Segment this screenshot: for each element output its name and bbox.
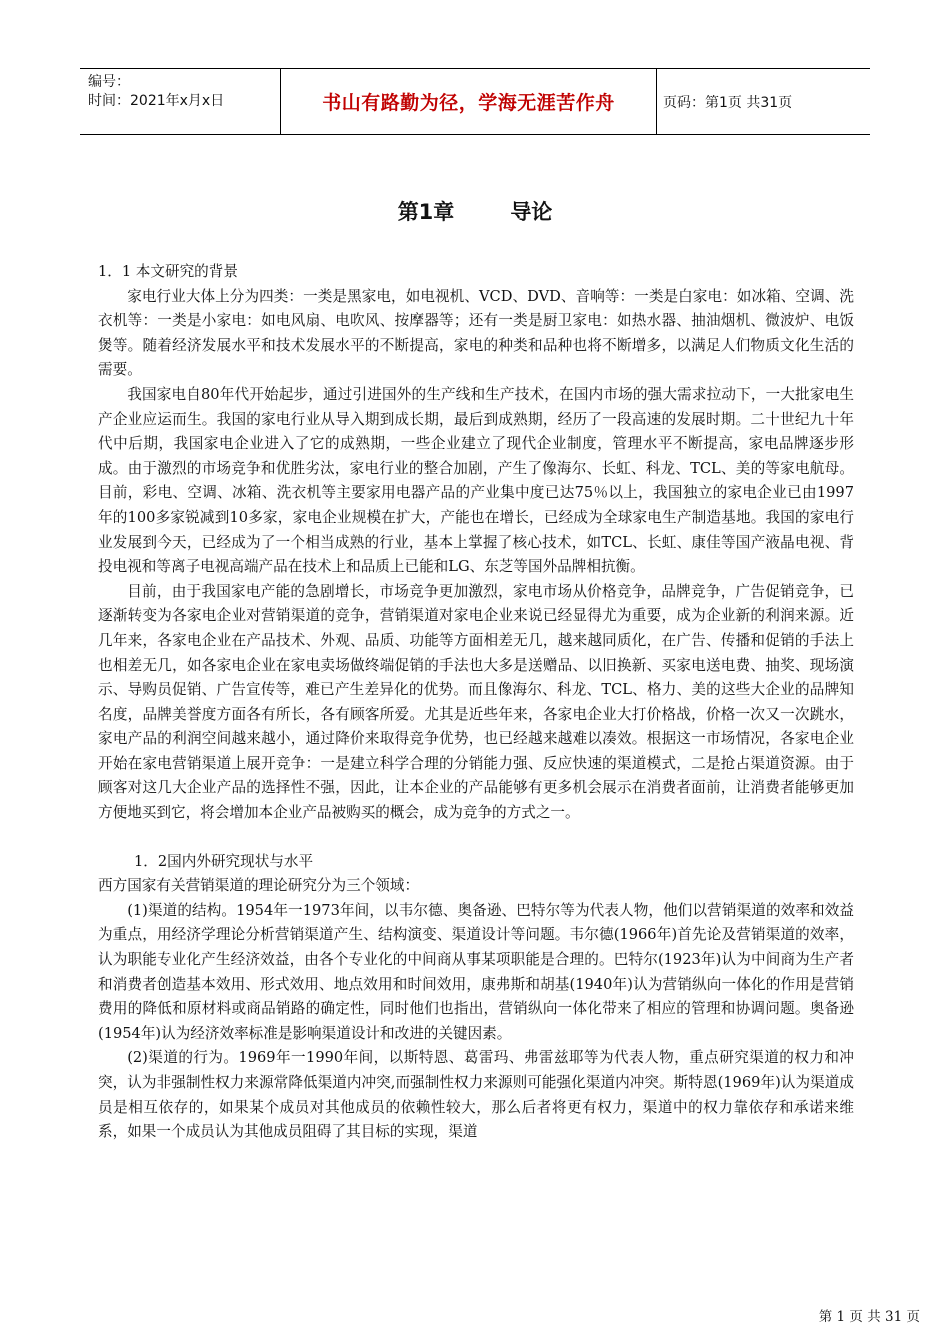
code-label: 编号：: [88, 74, 130, 90]
motto-text: 书山有路勤为径，学海无涯苦作舟: [322, 92, 615, 114]
paragraph: 我国家电自80年代开始起步，通过引进国外的生产线和生产技术，在国内市场的强大需求拉动下，一大批家电生产企业应运而生。我国的家电行业从导入期到成长期，最后到成熟期，经历了一段高速的发展时期。二十世纪九十年代中后期，我国家电企业进入了它的成熟期，一些企业建立了现代企业制度，管理水平不断提高，家电品牌逐步形成。由于激烈的市场竞争和优胜劣汰，家电行业的整合加剧，产生了像海尔、长虹、科龙、TCL、美的等家电航母。目前，彩电、空调、冰箱、洗衣机等主要家用电器产品的产业集中度已达75％以上，我国独立的家电企业已由1997年的100多家锐减到10多家，家电企业规模在扩大，产能也在增长，已经成为全球家电生产制造基地。我国的家电行业发展到今天，已经成为了一个相当成熟的行业，基本上掌握了核心技术，如TCL、长虹、康佳等国产液晶电视、背投电视和等离子电视高端产品在技术上和品质上已能和LG、东芝等国外品牌相抗衡。: [98, 385, 854, 576]
page-footer: [0, 1305, 920, 1325]
spacer: [98, 826, 854, 850]
paragraph: 家电行业大体上分为四类：一类是黑家电，如电视机、VCD、DVD、音响等：一类是白家电：如冰箱、空调、洗衣机等：一类是小家电：如电风扇、电吹风、按摩器等；还有一类是厨卫家电：如热水器、抽油烟机、微波炉、电饭煲等。随着经济发展水平和技术发展水平的不断提高，家电的种类和品种也将不断增多，以满足人们物质文化生活的需要。: [98, 287, 854, 379]
page-header: [80, 68, 870, 135]
page-info: 页码：第1页 共31页: [663, 94, 793, 111]
paragraph: (1)渠道的结构。1954年一1973年间，以韦尔德、奥备逊、巴特尔等为代表人物，他们以营销渠道的效率和效益为重点，用经济学理论分析营销渠道产生、结构演变、渠道设计等问题。韦尔德(1966年)首先论及营销渠道的效率，认为职能专业化产生经济效益，由各个专业化的中间商从事某项职能是合理的。巴特尔(1923年)认为中间商为生产者和消费者创造基本效用、形式效用、地点效用和时间效用，康弗斯和胡基(1940年)认为营销纵向一体化的作用是营销费用的降低和原材料或商品销路的确定性，同时他们也指出，营销纵向一体化带来了相应的管理和协调问题。奥备逊(1954年)认为经济效率标准是影响渠道设计和改进的关键因素。: [98, 901, 854, 1042]
paragraph: 目前，由于我国家电产能的急剧增长，市场竞争更加激烈，家电市场从价格竞争，品牌竞争，广告促销竞争，已逐渐转变为各家电企业对营销渠道的竞争，营销渠道对家电企业来说已经显得尤为重要，成为企业新的利润来源。近几年来，各家电企业在产品技术、外观、品质、功能等方面相差无几，越来越同质化，在广告、传播和促销的手法上也相差无几，如各家电企业在家电卖场做终端促销的手法也大多是送赠品、以旧换新、买家电送电费、抽奖、现场演示、导购员促销、广告宣传等，难已产生差异化的优势。而且像海尔、科龙、TCL、格力、美的这些大企业的品牌知名度，品牌美誉度方面各有所长，各有顾客所爱。尤其是近些年来，各家电企业大打价格战，价格一次又一次跳水，家电产品的利润空间越来越小，通过降价来取得竞争优势，也已经越来越难以凑效。根据这一市场情况，各家电企业开始在家电营销渠道上展开竞争：一是建立科学合理的分销能力强、反应快速的渠道模式，二是抢占渠道资源。由于顾客对这几大企业产品的选择性不强，因此，让本企业的产品能够有更多机会展示在消费者面前，让消费者能够更加方便地买到它，将会增加本企业产品被购买的概会，成为竞争的方式之一。: [98, 582, 854, 822]
chapter-name: 导论: [510, 200, 553, 224]
chapter-number: 第1章: [397, 200, 455, 224]
section-heading: 1．1 本文研究的背景: [98, 263, 238, 280]
chapter-title: [0, 196, 950, 226]
paragraph: (2)渠道的行为。1969年一1990年间，以斯特恩、葛雷玛、弗雷兹耶等为代表人物，重点研究渠道的权力和冲突，认为非强制性权力来源常降低渠道内冲突,而强制性权力来源则可能强化渠道内冲突。斯特恩(1969年)认为渠道成员是相互依存的，如果某个成员对其他成员的依赖性较大，那么后者将更有权力，渠道中的权力靠依存和承诺来维系，如果一个成员认为其他成员阻碍了其目标的实现，渠道: [98, 1049, 854, 1141]
header-motto-cell: [281, 69, 657, 134]
header-meta: [80, 69, 281, 134]
footer-page-number: 第 1 页 共 31 页: [818, 1309, 920, 1325]
document-body: [98, 260, 854, 1145]
header-page-cell: [657, 69, 870, 134]
paragraph: 西方国家有关营销渠道的理论研究分为三个领域：: [98, 877, 420, 895]
date-label: 时间：2021年x月x日: [88, 93, 225, 109]
section-heading: 1．2国内外研究现状与水平: [134, 852, 314, 870]
